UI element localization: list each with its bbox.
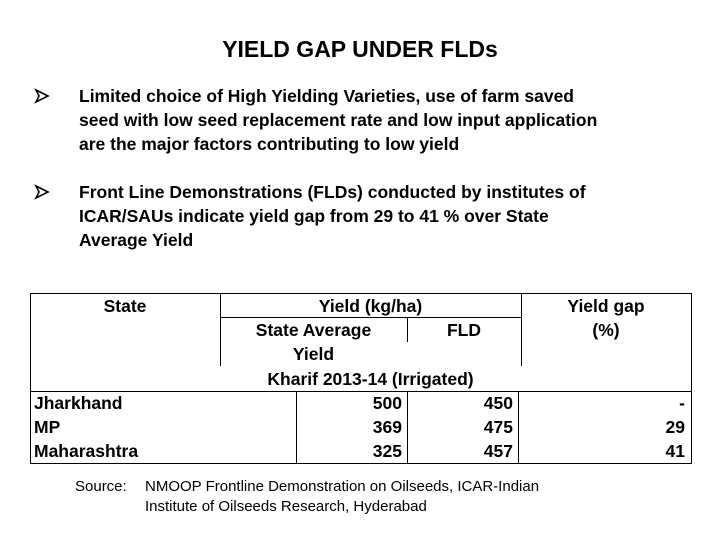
table-cell-gap: 29 <box>665 417 685 437</box>
bullet-line: seed with low seed replacement rate and low input application <box>79 110 598 130</box>
header-yield-gap <box>521 294 691 342</box>
table-cell-gap: - <box>679 393 685 413</box>
table-cell-fld: 450 <box>483 393 513 413</box>
arrow-bullet-icon <box>34 180 54 206</box>
bullet-line: Average Yield <box>79 230 194 250</box>
table-border <box>30 463 692 464</box>
bullet-item <box>34 84 694 156</box>
table-cell-gap: 41 <box>665 441 685 461</box>
table-cell-state-avg: 369 <box>372 417 402 437</box>
bullet-line: are the major factors contributing to low yield <box>79 134 460 154</box>
season-label: Kharif 2013-14 (Irrigated) <box>267 369 474 389</box>
source-text: Institute of Oilseeds Research, Hyderabad <box>145 498 427 515</box>
yield-table <box>30 293 692 464</box>
bullet-line: ICAR/SAUs indicate yield gap from 29 to 41 % over State <box>79 206 549 226</box>
header-yield: Yield (kg/ha) <box>318 296 423 316</box>
table-cell-fld: 457 <box>483 441 513 461</box>
header-state-average-line: Yield <box>292 344 335 364</box>
table-cell-state: Maharashtra <box>34 441 139 461</box>
arrow-bullet-icon <box>34 84 54 110</box>
table-cell-fld: 475 <box>483 417 513 437</box>
table-cell-state-avg: 500 <box>372 393 402 413</box>
header-state: State <box>103 296 147 316</box>
table-cell-state-avg: 325 <box>372 441 402 461</box>
source-text: NMOOP Frontline Demonstration on Oilseeds, ICAR-Indian <box>145 478 540 495</box>
table-cell-state: MP <box>34 417 61 437</box>
table-cell-state: Jharkhand <box>34 393 123 413</box>
header-state-average-line: State Average <box>255 320 372 340</box>
table-border <box>30 293 31 464</box>
header-yield-gap-line: (%) <box>592 320 620 340</box>
slide-title: YIELD GAP UNDER FLDs <box>222 36 498 62</box>
source-note <box>75 477 539 517</box>
bullet-item <box>34 180 694 252</box>
header-state-average <box>220 318 407 366</box>
header-yield-gap-line: Yield gap <box>567 296 645 316</box>
bullet-line: Limited choice of High Yielding Varieties, use of farm saved <box>79 86 574 106</box>
source-label: Source: <box>75 478 127 495</box>
table-border <box>691 293 692 464</box>
header-fld: FLD <box>446 320 482 340</box>
bullet-line: Front Line Demonstrations (FLDs) conducted by institutes of <box>79 182 586 202</box>
